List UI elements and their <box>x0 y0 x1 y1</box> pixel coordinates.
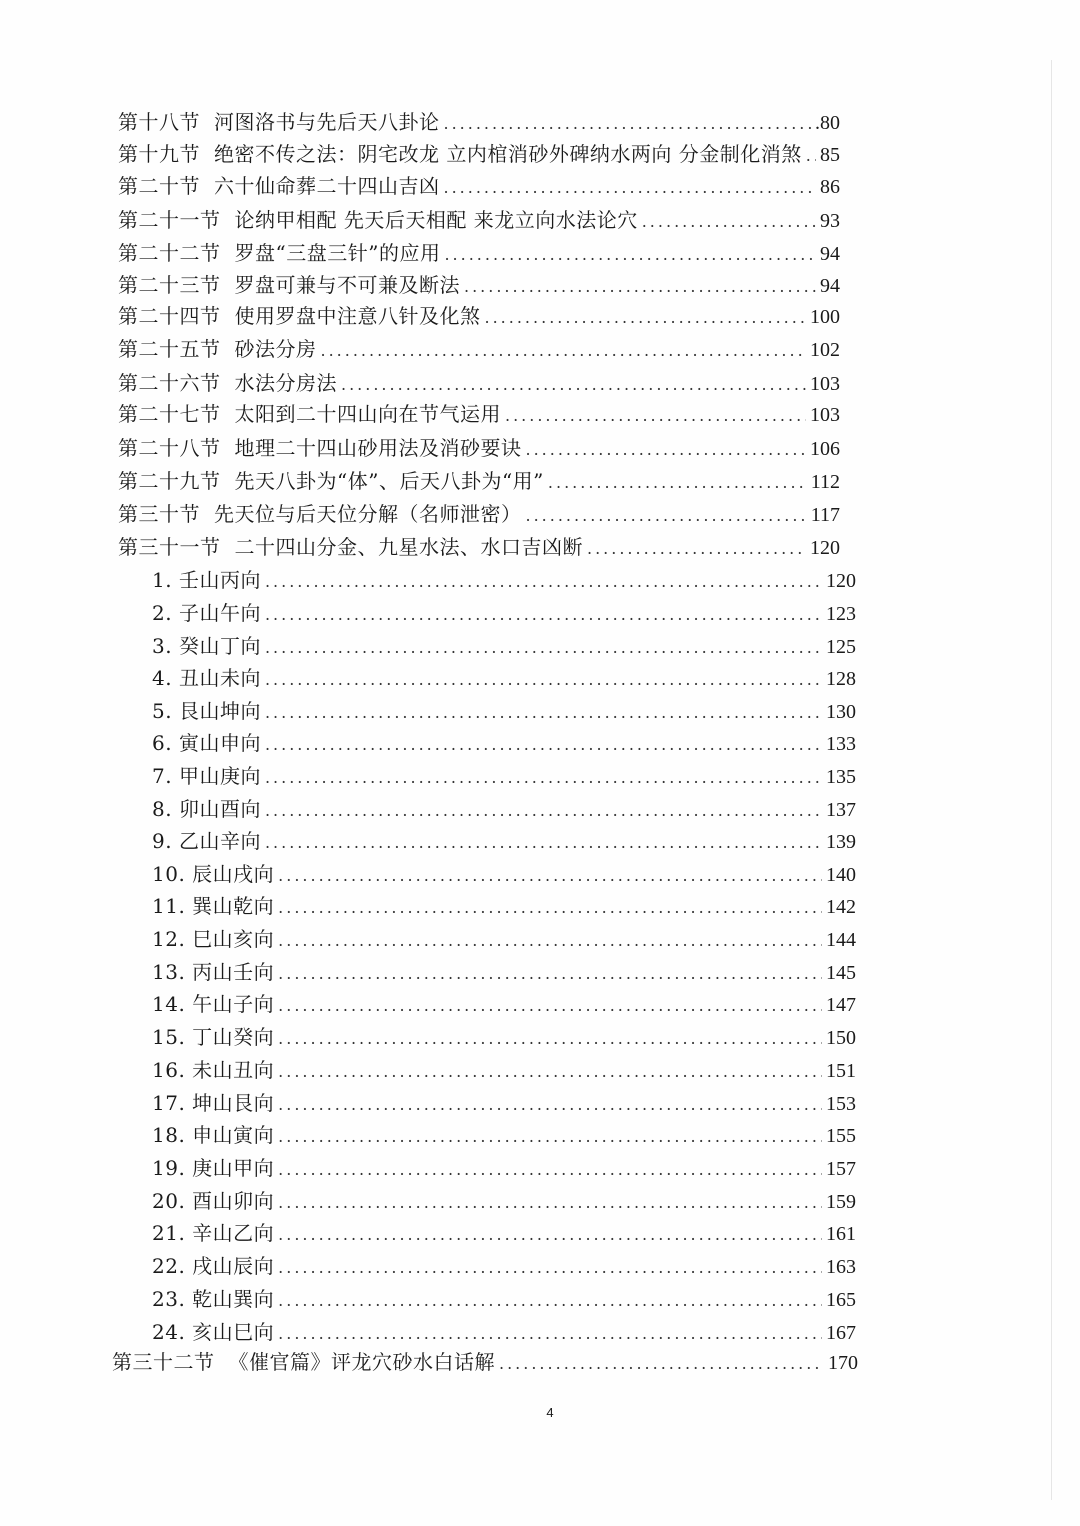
toc-subitem-row <box>152 1287 856 1313</box>
page-number: 133 <box>826 733 856 755</box>
page-number: 103 <box>810 404 840 426</box>
toc-subitem-row <box>152 1189 856 1215</box>
subitem-label: 6. 寅山申向 <box>152 731 261 755</box>
section-number: 第二十七节 <box>118 402 221 426</box>
toc-subitem-row <box>152 699 856 725</box>
page-number: 106 <box>810 438 840 460</box>
page-number: 150 <box>826 1027 856 1049</box>
subitem-label: 5. 艮山坤向 <box>152 699 261 723</box>
section-number: 第二十九节 <box>118 469 221 493</box>
leader-dots <box>278 1322 822 1346</box>
toc-subitem-row <box>152 1025 856 1051</box>
page-number: 94 <box>820 243 840 265</box>
page-number: 102 <box>810 339 840 361</box>
toc-section-row <box>118 371 840 397</box>
section-title: 水法分房法 <box>234 371 337 395</box>
toc-subitem-row <box>152 960 856 986</box>
leader-dots <box>278 962 822 986</box>
subitem-label: 9. 乙山辛向 <box>152 829 261 853</box>
subitem-label: 21. 辛山乙向 <box>152 1221 275 1245</box>
subitem-label: 23. 乾山巽向 <box>152 1287 275 1311</box>
section-title: 地理二十四山砂用法及消砂要诀 <box>234 436 522 460</box>
section-title: 论纳甲相配 先天后天相配 来龙立向水法论穴 <box>234 208 638 232</box>
toc-subitem-row <box>152 829 856 855</box>
toc-section-row <box>118 502 840 528</box>
section-number: 第十八节 <box>118 110 200 134</box>
page-number: 117 <box>810 504 840 526</box>
leader-dots <box>265 733 822 757</box>
subitem-label: 19. 庚山甲向 <box>152 1156 275 1180</box>
leader-dots <box>265 668 822 692</box>
page-number: 153 <box>826 1093 856 1115</box>
toc-section-row <box>118 241 840 267</box>
leader-dots <box>444 112 812 136</box>
section-title: 使用罗盘中注意八针及化煞 <box>234 304 481 328</box>
toc-subitem-row <box>152 894 856 920</box>
leader-dots <box>265 636 822 660</box>
leader-dots <box>642 210 816 234</box>
toc-subitem-row <box>152 731 856 757</box>
page-number: 159 <box>826 1191 856 1213</box>
toc-section-row <box>112 1350 858 1376</box>
leader-dots <box>278 1158 822 1182</box>
leader-dots <box>341 373 806 397</box>
toc-subitem-row <box>152 927 856 953</box>
subitem-label: 12. 巳山亥向 <box>152 927 275 951</box>
toc-subitem-row <box>152 1254 856 1280</box>
section-number: 第二十二节 <box>118 241 221 265</box>
leader-dots <box>321 339 807 363</box>
leader-dots <box>444 176 817 200</box>
subitem-label: 1. 壬山丙向 <box>152 568 261 592</box>
leader-dots <box>499 1352 824 1376</box>
page-number: 144 <box>826 929 856 951</box>
subitem-label: 8. 卯山酉向 <box>152 797 261 821</box>
page-number: 165 <box>826 1289 856 1311</box>
toc-subitem-row <box>152 992 856 1018</box>
section-title: 罗盘“三盘三针”的应用 <box>234 241 441 265</box>
leader-dots <box>265 831 822 855</box>
toc-subitem-row <box>152 797 856 823</box>
section-number: 第二十三节 <box>118 273 221 297</box>
section-number: 第二十六节 <box>118 371 221 395</box>
subitem-label: 16. 未山丑向 <box>152 1058 275 1082</box>
section-title: 先天位与后天位分解（名师泄密） <box>214 502 522 526</box>
leader-dots <box>278 1289 822 1313</box>
subitem-label: 15. 丁山癸向 <box>152 1025 275 1049</box>
page-number: 147 <box>826 994 856 1016</box>
section-title: 罗盘可兼与不可兼及断法 <box>234 273 460 297</box>
page-number: 125 <box>826 636 856 658</box>
page-number: 120 <box>810 537 840 559</box>
toc-subitem-row <box>152 1123 856 1149</box>
section-title: 《催官篇》评龙穴砂水白话解 <box>228 1350 495 1374</box>
page-number: 139 <box>826 831 856 853</box>
page-number: 135 <box>826 766 856 788</box>
section-title: 先天八卦为“体”、后天八卦为“用” <box>234 469 544 493</box>
page-number: 85 <box>820 144 840 166</box>
section-number: 第二十四节 <box>118 304 221 328</box>
toc-subitem-row <box>152 862 856 888</box>
section-title: 六十仙命葬二十四山吉凶 <box>214 174 440 198</box>
section-title: 砂法分房 <box>234 337 317 361</box>
section-title: 绝密不传之法：阴宅改龙 立内棺消砂外碑纳水两向 分金制化消煞 <box>214 142 802 166</box>
toc-section-row <box>118 142 840 168</box>
page-number: 137 <box>826 799 856 821</box>
page-number: 157 <box>826 1158 856 1180</box>
leader-dots <box>278 929 822 953</box>
leader-dots <box>278 1060 822 1084</box>
toc-subitem-row <box>152 666 856 692</box>
leader-dots <box>278 1125 822 1149</box>
toc-subitem-row <box>152 1320 856 1346</box>
toc-section-row <box>118 174 840 200</box>
toc-section-row <box>118 469 840 495</box>
page-number: 93 <box>820 210 840 232</box>
leader-dots <box>278 1027 822 1051</box>
leader-dots <box>278 994 822 1018</box>
section-number: 第二十一节 <box>118 208 221 232</box>
toc-section-row <box>118 535 840 561</box>
page-number: 142 <box>826 896 856 918</box>
leader-dots <box>265 701 822 725</box>
section-number: 第二十五节 <box>118 337 221 361</box>
leader-dots <box>278 1093 822 1117</box>
section-title: 太阳到二十四山向在节气运用 <box>234 402 501 426</box>
subitem-label: 11. 巽山乾向 <box>152 894 275 918</box>
section-title: 二十四山分金、九星水法、水口吉凶断 <box>234 535 583 559</box>
leader-dots <box>265 603 822 627</box>
leader-dots <box>485 306 807 330</box>
subitem-label: 20. 酉山卯向 <box>152 1189 275 1213</box>
page-number: 155 <box>826 1125 856 1147</box>
page-number: 123 <box>826 603 856 625</box>
leader-dots <box>526 438 807 462</box>
leader-dots <box>278 1223 822 1247</box>
leader-dots <box>278 1256 822 1280</box>
leader-dots <box>444 243 816 267</box>
toc-section-row <box>118 402 840 428</box>
toc-subitem-row <box>152 764 856 790</box>
section-number: 第十九节 <box>118 142 200 166</box>
leader-dots <box>505 404 806 428</box>
page-number: 145 <box>826 962 856 984</box>
leader-dots <box>265 799 822 823</box>
section-number: 第三十二节 <box>112 1350 215 1374</box>
toc-section-row <box>118 110 840 136</box>
toc-subitem-row <box>152 601 856 627</box>
subitem-label: 17. 坤山艮向 <box>152 1091 275 1115</box>
leader-dots <box>265 766 822 790</box>
footer-page-number: 4 <box>546 1405 554 1420</box>
leader-dots <box>265 570 822 594</box>
page-number: 140 <box>826 864 856 886</box>
page-number: 130 <box>826 701 856 723</box>
subitem-label: 10. 辰山戌向 <box>152 862 275 886</box>
toc-subitem-row <box>152 634 856 660</box>
subitem-label: 14. 午山子向 <box>152 992 275 1016</box>
subitem-label: 22. 戌山辰向 <box>152 1254 275 1278</box>
section-number: 第二十八节 <box>118 436 221 460</box>
section-number: 第三十一节 <box>118 535 221 559</box>
page-number: 170 <box>828 1352 858 1374</box>
leader-dots <box>278 896 822 920</box>
leader-dots <box>278 1191 822 1215</box>
subitem-label: 4. 丑山未向 <box>152 666 261 690</box>
page-number: .80 <box>815 112 840 134</box>
page-number: 100 <box>810 306 840 328</box>
toc-subitem-row <box>152 1156 856 1182</box>
toc-section-row <box>118 436 840 462</box>
page-number: 128 <box>826 668 856 690</box>
toc-section-row <box>118 337 840 363</box>
subitem-label: 3. 癸山丁向 <box>152 634 261 658</box>
leader-dots <box>587 537 806 561</box>
toc-section-row <box>118 304 840 330</box>
page-number: 120 <box>826 570 856 592</box>
page-number: 86 <box>820 176 840 198</box>
section-number: 第二十节 <box>118 174 200 198</box>
toc-subitem-row <box>152 568 856 594</box>
subitem-label: 24. 亥山巳向 <box>152 1320 275 1344</box>
leader-dots <box>526 504 807 528</box>
toc-subitem-row <box>152 1091 856 1117</box>
page-number: 161 <box>826 1223 856 1245</box>
toc-subitem-row <box>152 1221 856 1247</box>
page-number: 103 <box>810 373 840 395</box>
page-number: 167 <box>826 1322 856 1344</box>
page-number: 151 <box>826 1060 856 1082</box>
leader-dots <box>806 144 816 168</box>
toc-section-row <box>118 273 840 299</box>
subitem-label: 7. 甲山庚向 <box>152 764 261 788</box>
section-number: 第三十节 <box>118 502 200 526</box>
section-title: 河图洛书与先后天八卦论 <box>214 110 440 134</box>
page-number: 163 <box>826 1256 856 1278</box>
leader-dots <box>548 471 807 495</box>
subitem-label: 18. 申山寅向 <box>152 1123 275 1147</box>
subitem-label: 2. 子山午向 <box>152 601 261 625</box>
scan-edge-line <box>1051 60 1052 1500</box>
page-number: 94 <box>820 275 840 297</box>
leader-dots <box>278 864 822 888</box>
toc-subitem-row <box>152 1058 856 1084</box>
page-number: 112 <box>810 471 840 493</box>
leader-dots <box>464 275 816 299</box>
toc-section-row <box>118 208 840 234</box>
subitem-label: 13. 丙山壬向 <box>152 960 275 984</box>
